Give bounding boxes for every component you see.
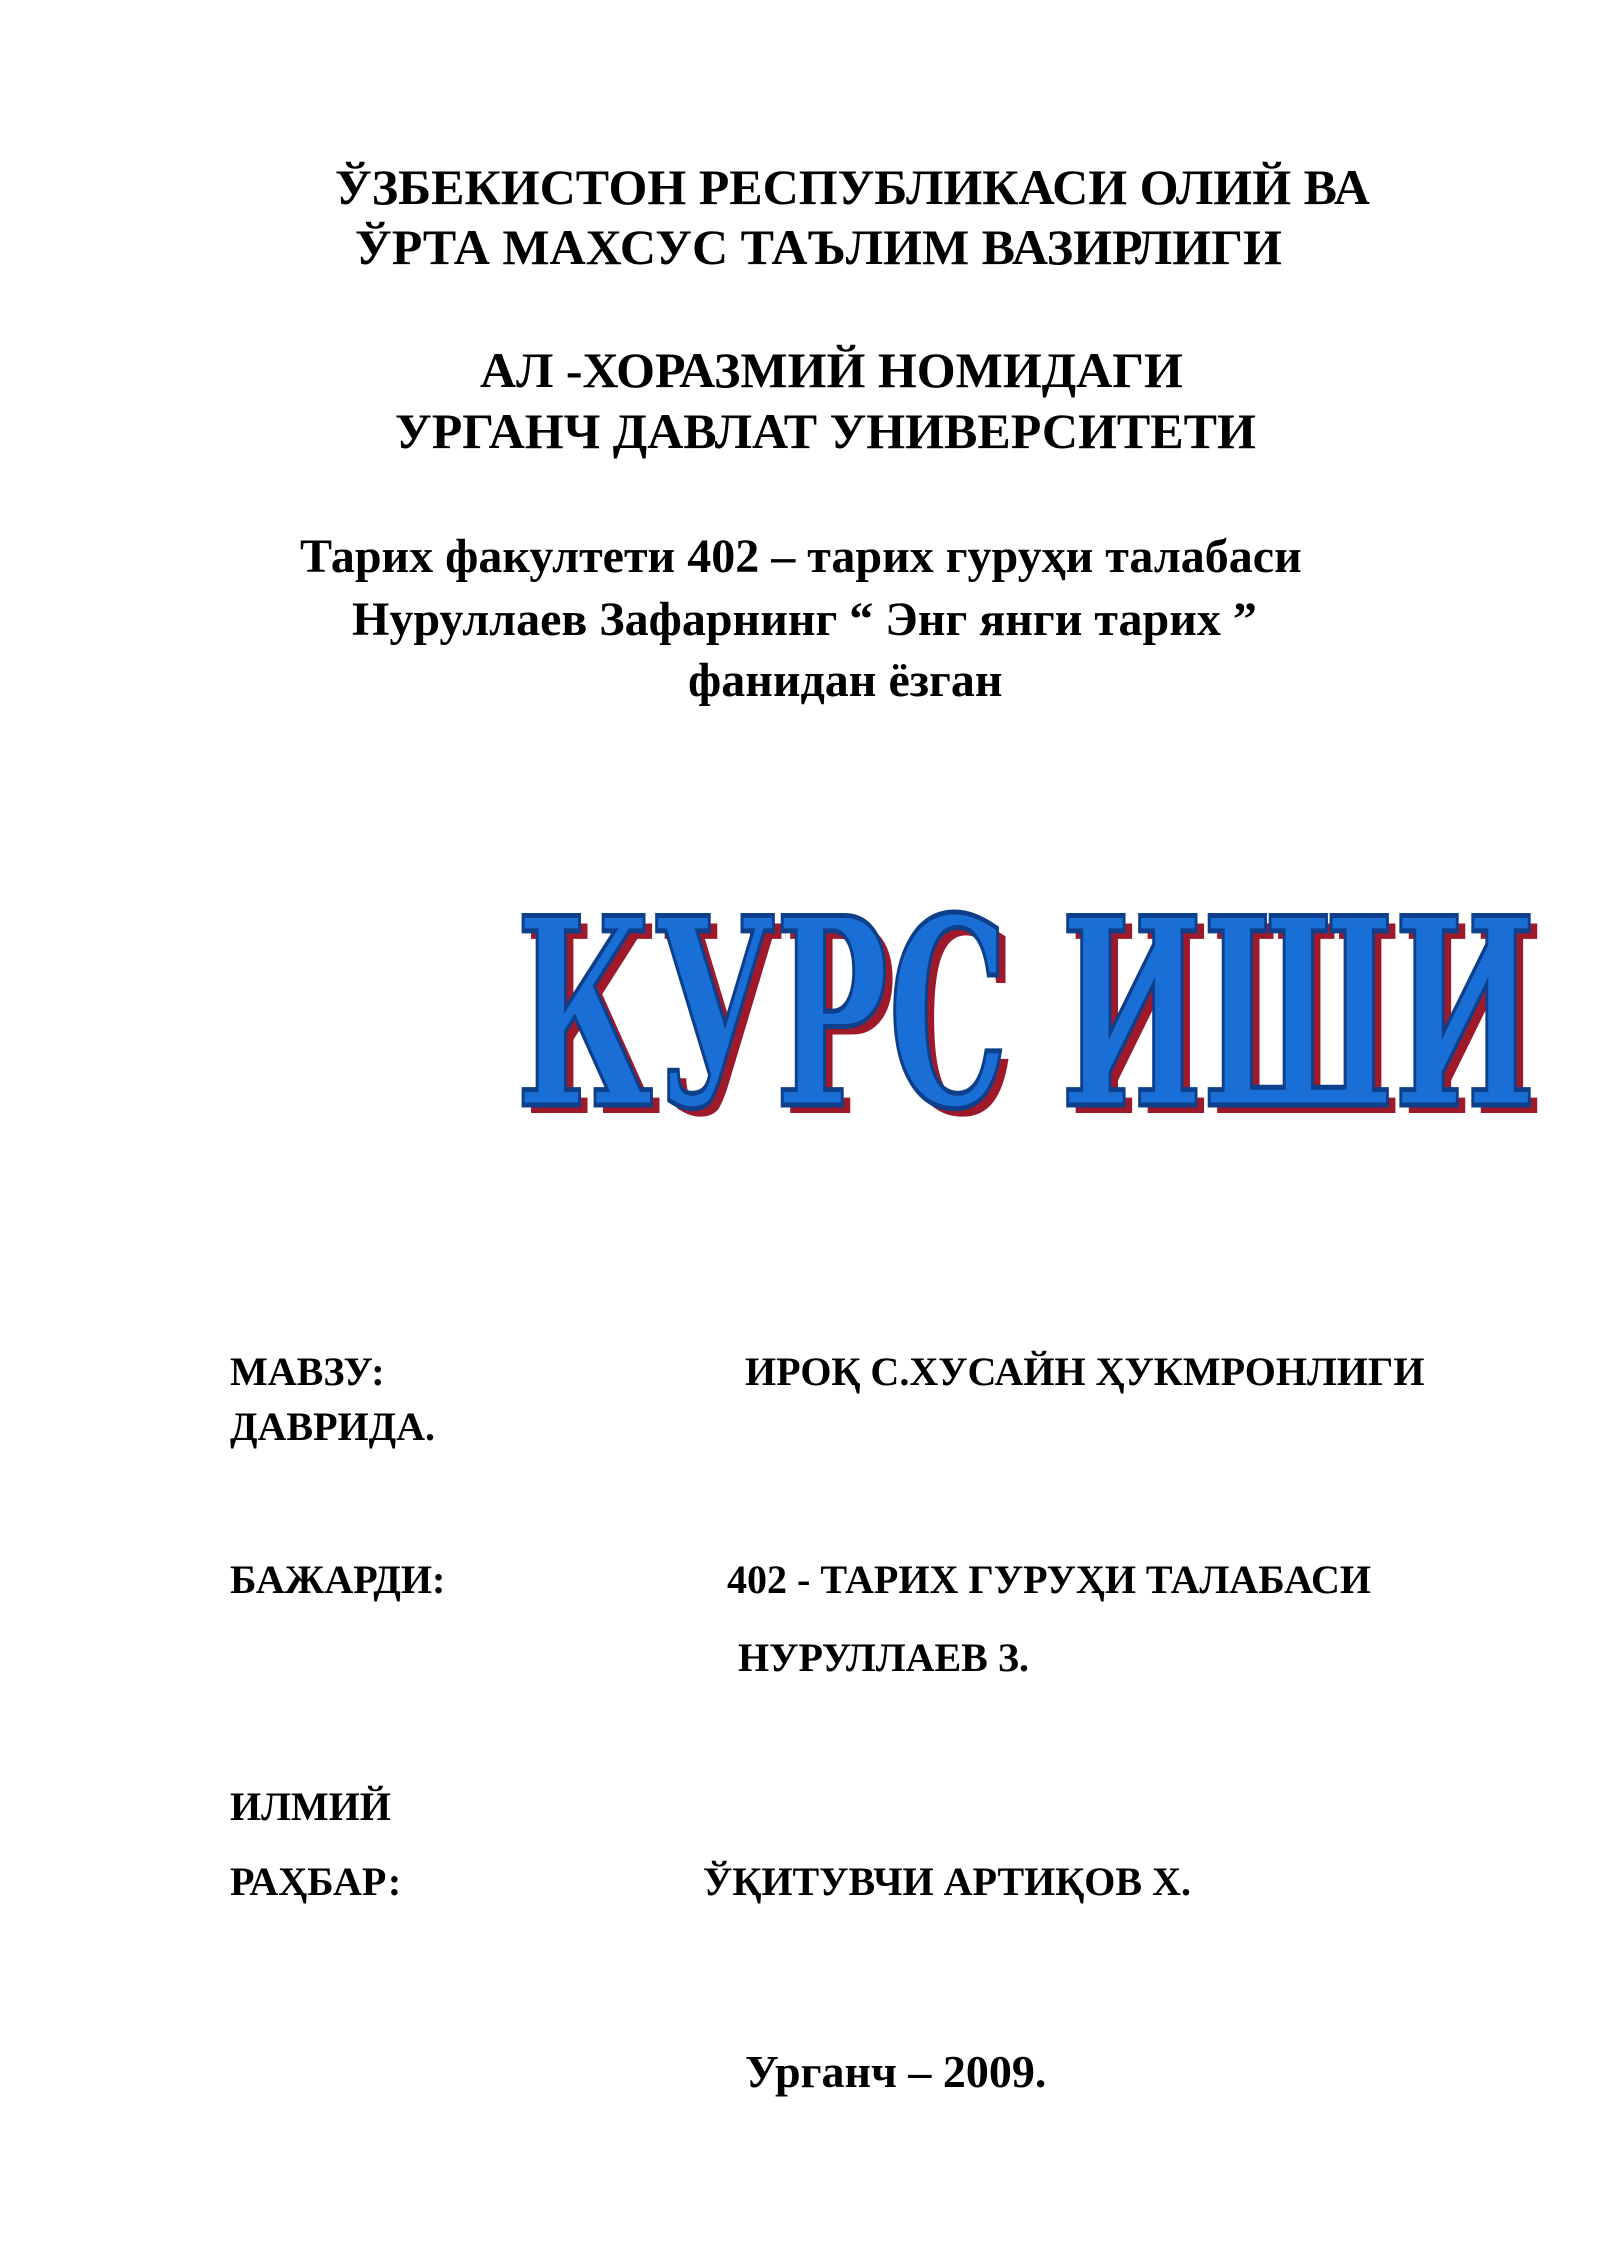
topic-value-line-2: ДАВРИДА.: [230, 1404, 436, 1449]
university-line-1: АЛ -ХОРАЗМИЙ НОМИДАГИ: [480, 342, 1183, 398]
faculty-line-1: Тарих факултети 402 – тарих гуруҳи талабаси: [300, 530, 1302, 583]
university-line-2: УРГАНЧ ДАВЛАТ УНИВЕРСИТЕТИ: [395, 403, 1256, 459]
topic-value-line-1: ИРОҚ С.ХУСАЙН ҲУКМРОНЛИГИ: [745, 1349, 1425, 1394]
done-value-line-1: 402 - ТАРИХ ГУРУҲИ ТАЛАБАСИ: [727, 1557, 1372, 1602]
course-work-title: [0, 860, 1600, 1140]
faculty-line-2: Нуруллаев Зафарнинг “ Энг янги тарих ”: [352, 593, 1257, 646]
title-shadow: КУРС ИШИ: [524, 870, 1544, 1140]
city-year: Урганч – 2009.: [745, 2046, 1047, 2097]
title-text: КУРС ИШИ: [516, 862, 1536, 1140]
supervisor-label-line-2: РАҲБАР:: [230, 1859, 402, 1904]
topic-label: МАВЗУ:: [230, 1349, 385, 1394]
supervisor-value: ЎҚИТУВЧИ АРТИҚОВ Х.: [703, 1859, 1191, 1904]
title-graphic: [0, 860, 1600, 1140]
faculty-line-3: фанидан ёзган: [688, 654, 1003, 707]
done-label: БАЖАРДИ:: [230, 1557, 446, 1602]
done-value-line-2: НУРУЛЛАЕВ З.: [738, 1635, 1029, 1680]
ministry-line-2: ЎРТА МАХСУС ТАЪЛИМ ВАЗИРЛИГИ: [355, 219, 1282, 275]
supervisor-label-line-1: ИЛМИЙ: [230, 1784, 391, 1829]
ministry-line-1: ЎЗБЕКИСТОН РЕСПУБЛИКАСИ ОЛИЙ ВА: [335, 159, 1370, 215]
